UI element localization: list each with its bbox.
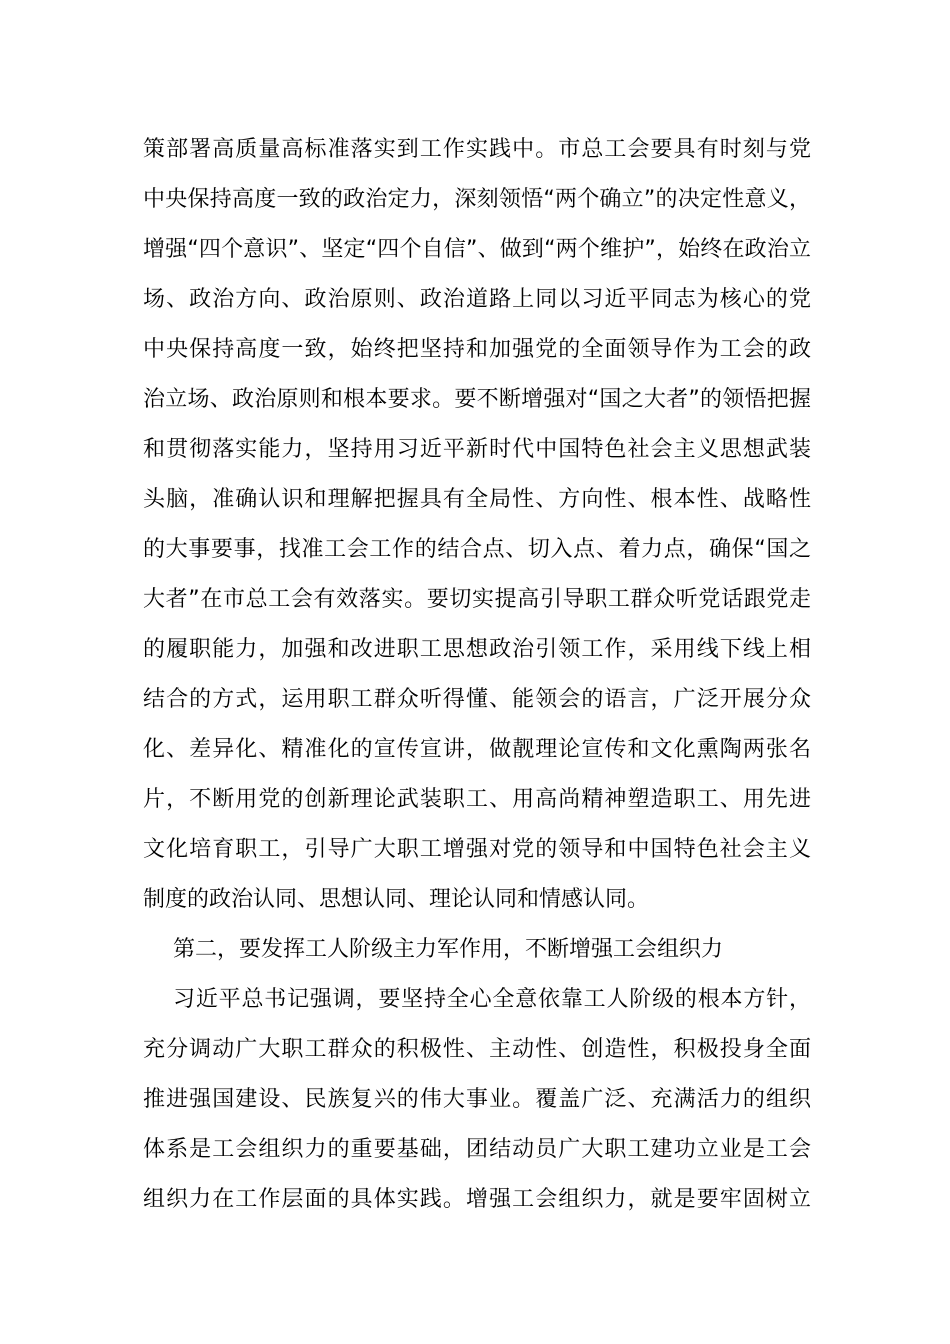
document-body — [143, 125, 811, 1225]
text-line: 中央保持高度一致，始终把坚持和加强党的全面领导作为工会的政 — [143, 337, 811, 362]
text-line: 充分调动广大职工群众的积极性、主动性、创造性，积极投身全面 — [143, 1037, 811, 1062]
section-heading — [143, 925, 811, 975]
text-line: 组织力在工作层面的具体实践。增强工会组织力，就是要牢固树立 — [143, 1187, 811, 1212]
text-line: 片，不断用党的创新理论武装职工、用高尚精神塑造职工、用先进 — [143, 787, 811, 812]
text-line: 化、差异化、精准化的宣传宣讲，做靓理论宣传和文化熏陶两张名 — [143, 737, 811, 762]
text-line: 文化培育职工，引导广大职工增强对党的领导和中国特色社会主义 — [143, 837, 811, 862]
text-line: 体系是工会组织力的重要基础，团结动员广大职工建功立业是工会 — [143, 1137, 811, 1162]
text-line: 的履职能力，加强和改进职工思想政治引领工作，采用线下线上相 — [143, 637, 811, 662]
paragraph-1 — [143, 125, 811, 925]
text-line: 结合的方式，运用职工群众听得懂、能领会的语言，广泛开展分众 — [143, 687, 811, 712]
text-line: 治立场、政治原则和根本要求。要不断增强对“国之大者”的领悟把握 — [143, 387, 811, 412]
text-line: 习近平总书记强调，要坚持全心全意依靠工人阶级的根本方针， — [173, 987, 811, 1012]
text-line: 头脑，准确认识和理解把握具有全局性、方向性、根本性、战略性 — [143, 487, 811, 512]
text-line: 推进强国建设、民族复兴的伟大事业。覆盖广泛、充满活力的组织 — [143, 1087, 811, 1112]
text-line: 和贯彻落实能力，坚持用习近平新时代中国特色社会主义思想武装 — [143, 437, 811, 462]
text-line: 中央保持高度一致的政治定力，深刻领悟“两个确立”的决定性意义， — [143, 187, 811, 212]
text-line: 策部署高质量高标准落实到工作实践中。市总工会要具有时刻与党 — [143, 137, 811, 162]
text-line: 增强“四个意识”、坚定“四个自信”、做到“两个维护”，始终在政治立 — [143, 237, 811, 262]
text-line: 的大事要事，找准工会工作的结合点、切入点、着力点，确保“国之 — [143, 537, 811, 562]
text-line: 制度的政治认同、思想认同、理论认同和情感认同。 — [143, 887, 650, 912]
text-line: 大者”在市总工会有效落实。要切实提高引导职工群众听党话跟党走 — [143, 587, 811, 612]
heading-line: 第二，要发挥工人阶级主力军作用，不断增强工会组织力 — [173, 937, 724, 962]
paragraph-2 — [143, 975, 811, 1225]
text-line: 场、政治方向、政治原则、政治道路上同以习近平同志为核心的党 — [143, 287, 811, 312]
